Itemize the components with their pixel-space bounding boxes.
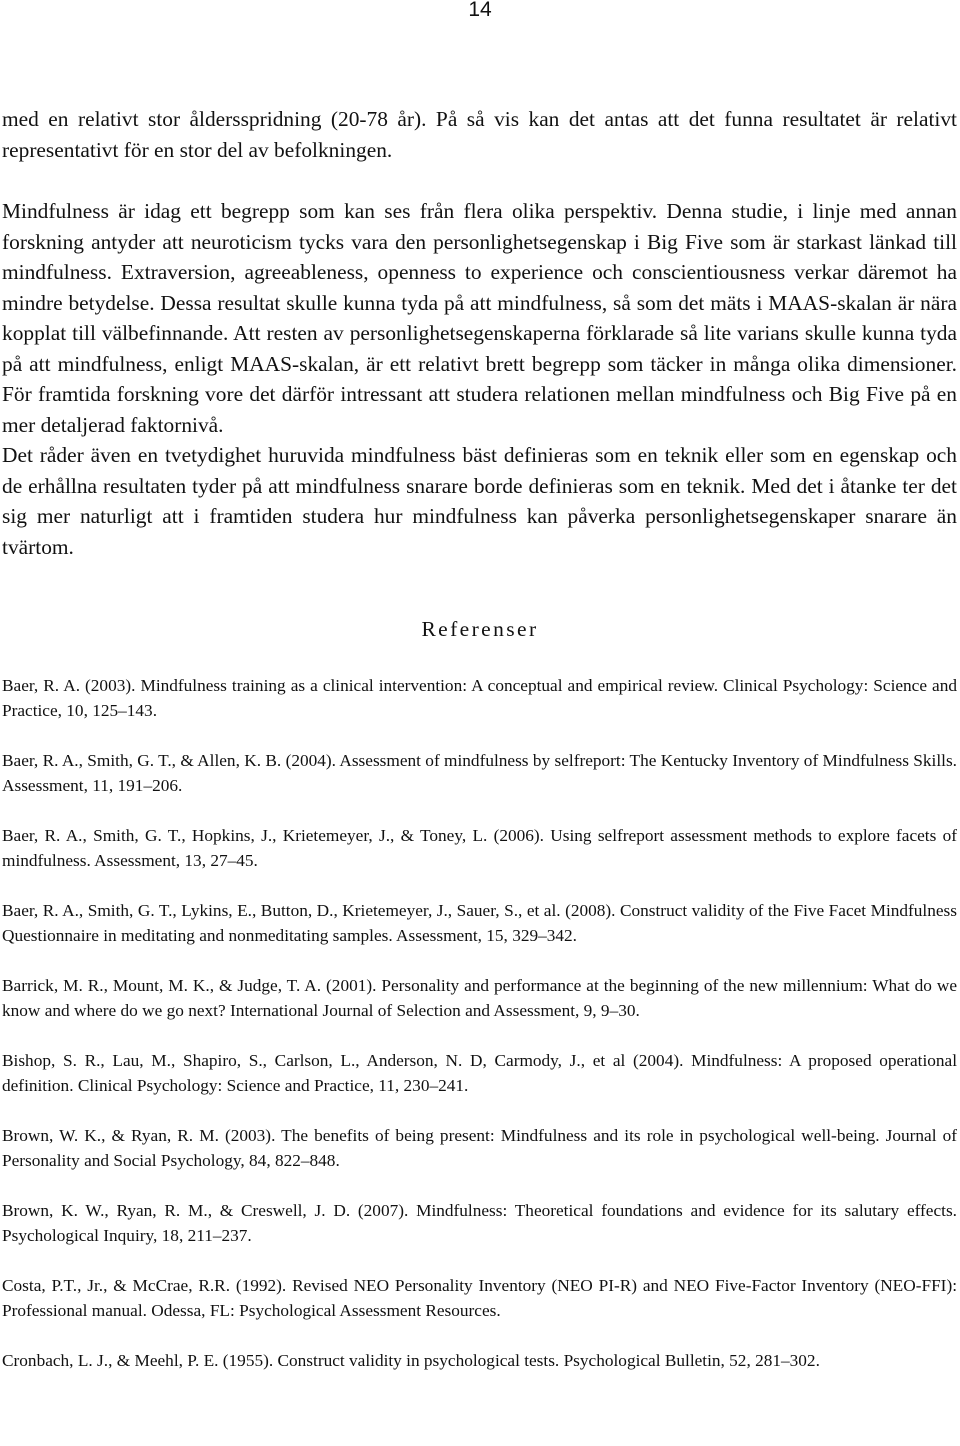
paragraph: Mindfulness är idag ett begrepp som kan ses från flera olika perspektiv. Denna studie, i linje med annan forskning antyder att neuroticism tycks vara den personlighetsegenskap i Big Five som är starkast länkad till mindfulness. Extraversion, agreeableness, openness to experience och conscientiousness verkar däremot ha mindre betydelse. Dessa resultat skulle kunna tyda på att mindfulness, så som det mäts i MAAS-skalan är nära kopplat till välbefinnande. Att resten av personlighetsegenskaperna förklarade så lite varians skulle kunna tyda på att mindfulness, enligt MAAS-skalan, är ett relativt brett begrepp som täcker in många olika dimensioner. För framtida forskning vore det därför intressant att studera relationen mellan mindfulness och Big Five på en mer detaljerad faktornivå. xyxy=(2,199,957,437)
reference-entry: Bishop, S. R., Lau, M., Shapiro, S., Carlson, L., Anderson, N. D, Carmody, J., et al (2004). Mindfulness: A proposed operational definition. Clinical Psychology: Science and Practice, 11, 230–241. xyxy=(2,1051,957,1096)
reference-entry: Cronbach, L. J., & Meehl, P. E. (1955). Construct validity in psychological tests. Psychological Bulletin, 52, 281–302. xyxy=(2,1351,820,1370)
paragraph: med en relativt stor åldersspridning (20-78 år). På så vis kan det antas att det funna resultatet är relativt representativt för en stor del av befolkningen. xyxy=(2,107,957,162)
reference-list xyxy=(2,673,957,1398)
reference-entry: Baer, R. A., Smith, G. T., Hopkins, J., Krietemeyer, J., & Toney, L. (2006). Using selfreport assessment methods to explore facets of mindfulness. Assessment, 13, 27–45. xyxy=(2,826,957,871)
reference-entry: Baer, R. A., Smith, G. T., & Allen, K. B. (2004). Assessment of mindfulness by selfreport: The Kentucky Inventory of Mindfulness Skills. Assessment, 11, 191–206. xyxy=(2,751,957,796)
reference-entry: Brown, W. K., & Ryan, R. M. (2003). The benefits of being present: Mindfulness and its role in psychological well-being. Journal of Personality and Social Psychology, 84, 822–848. xyxy=(2,1126,957,1171)
reference-entry: Baer, R. A. (2003). Mindfulness training as a clinical intervention: A conceptual and empirical review. Clinical Psychology: Science and Practice, 10, 125–143. xyxy=(2,676,957,721)
page-number: 14 xyxy=(468,0,492,21)
reference-entry: Barrick, M. R., Mount, M. K., & Judge, T. A. (2001). Personality and performance at the beginning of the new millennium: What do we know and where do we go next? International Journal of Selection and Assessment, 9, 9–30. xyxy=(2,976,957,1021)
reference-entry: Costa, P.T., Jr., & McCrae, R.R. (1992). Revised NEO Personality Inventory (NEO PI-R) and NEO Five-Factor Inventory (NEO-FFI): Professional manual. Odessa, FL: Psychological Assessment Resources. xyxy=(2,1276,957,1321)
reference-entry: Brown, K. W., Ryan, R. M., & Creswell, J. D. (2007). Mindfulness: Theoretical foundations and evidence for its salutary effects. Psychological Inquiry, 18, 211–237. xyxy=(2,1201,957,1246)
references-heading: Referenser xyxy=(421,617,539,641)
discussion-section xyxy=(2,196,957,562)
reference-entry: Baer, R. A., Smith, G. T., Lykins, E., Button, D., Krietemeyer, J., Sauer, S., et al. (2008). Construct validity of the Five Facet Mindfulness Questionnaire in meditating and nonmeditating samples. Assessment, 15, 329–342. xyxy=(2,901,957,946)
body-paragraph-continuation xyxy=(2,104,957,165)
paragraph: Det råder även en tvetydighet huruvida mindfulness bäst definieras som en teknik eller som en egenskap och de erhållna resultaten tyder på att mindfulness snarare borde definieras som en teknik. Med det i åtanke ter det sig mer naturligt att i framtiden studera hur mindfulness kan påverka personlighetsegenskaper snarare än tvärtom. xyxy=(2,443,957,559)
